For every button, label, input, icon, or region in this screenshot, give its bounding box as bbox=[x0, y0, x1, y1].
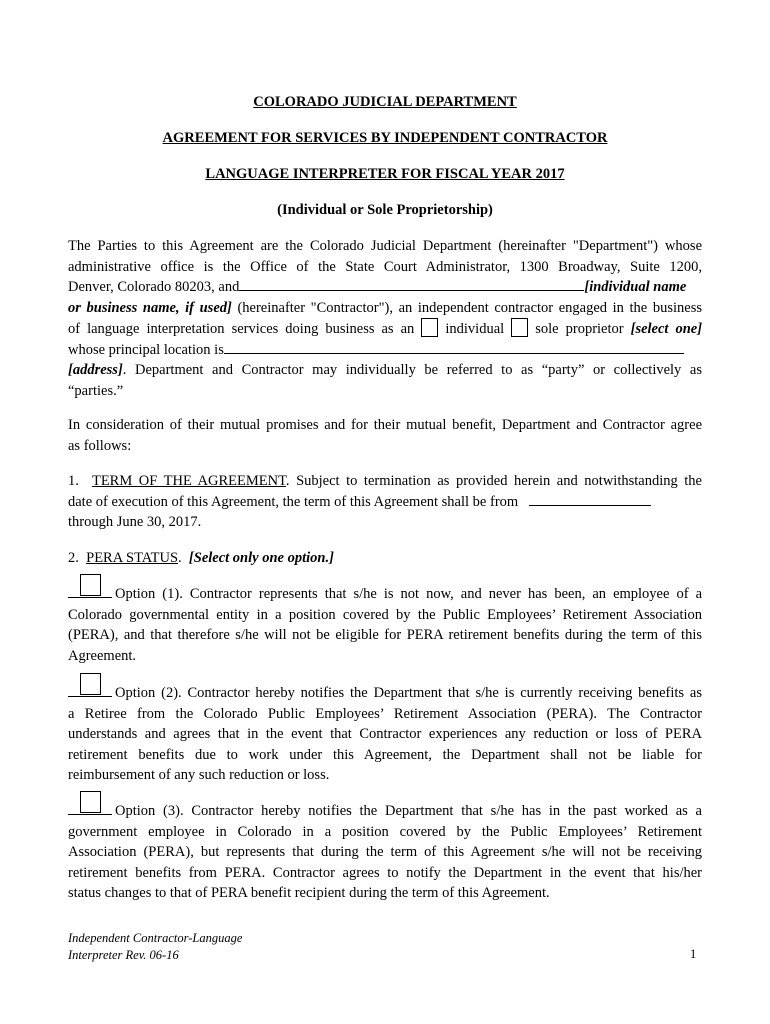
term-text: . Subject to termination as provided herein and notwithstanding the bbox=[285, 473, 702, 489]
intro-line-text: Denver, Colorado 80203, and bbox=[68, 279, 240, 295]
agreement-title: AGREEMENT FOR SERVICES BY INDEPENDENT CONTRACTOR bbox=[162, 130, 608, 146]
term-section bbox=[68, 471, 702, 533]
pera-heading bbox=[68, 548, 702, 569]
term-line bbox=[68, 471, 702, 492]
principal-location-field[interactable] bbox=[224, 341, 684, 354]
intro-paragraph bbox=[68, 236, 702, 401]
option-text: Option (2). Contractor hereby notifies the Department that s/he is currently receiving benefits as bbox=[115, 685, 702, 701]
intro-line bbox=[68, 340, 702, 361]
pera-title: PERA STATUS bbox=[86, 550, 179, 566]
option-line: retirement benefits from PERA. Contractor agrees to notify the Department in the event that his/her bbox=[68, 864, 702, 881]
option-line: (PERA), and that therefore s/he will not be eligible for PERA retirement benefits during the term of this bbox=[68, 627, 702, 643]
sole-proprietor-label: sole proprietor bbox=[535, 321, 624, 337]
option-3-checkbox[interactable] bbox=[80, 791, 101, 813]
fiscal-year-title: LANGUAGE INTERPRETER FOR FISCAL YEAR 2017 bbox=[205, 166, 565, 182]
consideration-line: In consideration of their mutual promises and for their mutual benefit, Department and Contractor agree bbox=[68, 417, 702, 433]
footer-line: Independent Contractor-Language bbox=[68, 931, 243, 945]
option-text: Option (1). Contractor represents that s/he is not now, and never has been, an employee of a bbox=[115, 586, 702, 602]
address-instruction: [address] bbox=[68, 362, 123, 378]
intro-line bbox=[68, 298, 702, 319]
intro-line-text: . Department and Contractor may individually be referred to as “party” or collectively as bbox=[122, 362, 702, 378]
intro-line bbox=[68, 360, 702, 381]
individual-checkbox[interactable] bbox=[421, 318, 438, 337]
option-line: Association (PERA), but represents that during the term of this Agreement s/he will not be receiving bbox=[68, 844, 702, 860]
sole-proprietor-checkbox[interactable] bbox=[511, 318, 528, 337]
option-text: Option (3). Contractor hereby notifies the Department that s/he has in the past worked as a bbox=[115, 803, 702, 819]
option-line: government employee in Colorado in a position covered by the Public Employees’ Retirement bbox=[68, 823, 702, 840]
intro-line-text: (hereinafter "Contractor"), an independent contractor engaged in the business bbox=[231, 299, 702, 316]
term-title: TERM OF THE AGREEMENT bbox=[91, 473, 286, 489]
term-number: 1. bbox=[68, 473, 79, 489]
option-line bbox=[68, 682, 702, 704]
option-line bbox=[68, 800, 702, 822]
pera-select-instruction: [Select only one option.] bbox=[188, 550, 334, 566]
select-one-instruction: [select one] bbox=[630, 321, 703, 337]
term-text: date of execution of this Agreement, the term of this Agreement shall be from bbox=[68, 493, 519, 510]
name-instruction: [individual name bbox=[584, 279, 687, 295]
intro-line-text: of language interpretation services doing business as an bbox=[68, 321, 415, 337]
intro-line: The Parties to this Agreement are the Colorado Judicial Department (hereinafter "Department") whose bbox=[68, 238, 702, 254]
term-line bbox=[68, 492, 702, 513]
intro-line bbox=[68, 318, 702, 340]
intro-line-text: whose principal location is bbox=[68, 341, 224, 358]
pera-heading-line: 2. PERA STATUS. [Select only one option.] bbox=[68, 550, 334, 566]
option-line: Agreement. bbox=[68, 647, 137, 664]
term-start-date-field[interactable] bbox=[529, 493, 651, 506]
option-1-checkbox[interactable] bbox=[80, 574, 101, 596]
option-line: Colorado governmental entity in a position covered by the Public Employees’ Retirement Association bbox=[68, 606, 702, 623]
option-1-field bbox=[68, 583, 112, 598]
option-line: retirement benefits due to work under this Agreement, the Department shall not be liable for bbox=[68, 746, 702, 763]
option-line: understands and agrees that in the event that Contractor experiences any reduction or loss of PERA bbox=[68, 726, 702, 742]
pera-option-1 bbox=[68, 583, 702, 666]
option-line: status changes to that of PERA benefit recipient during the term of this Agreement. bbox=[68, 885, 550, 901]
entity-type-subtitle: (Individual or Sole Proprietorship) bbox=[277, 202, 493, 218]
contractor-name-field[interactable] bbox=[239, 278, 584, 291]
page-number: 1 bbox=[690, 947, 697, 961]
intro-line bbox=[68, 277, 702, 298]
department-title: COLORADO JUDICIAL DEPARTMENT bbox=[253, 94, 517, 110]
pera-number: 2. bbox=[68, 550, 79, 566]
business-name-instruction: or business name, if used] bbox=[68, 299, 232, 316]
option-3-field bbox=[68, 800, 112, 815]
term-line: through June 30, 2017. bbox=[68, 514, 202, 530]
consideration-paragraph bbox=[68, 415, 702, 456]
option-line: a Retiree from the Colorado Public Employees’ Retirement Association (PERA). The Contractor bbox=[68, 705, 702, 722]
footer-line: Interpreter Rev. 06-16 bbox=[68, 948, 179, 962]
option-2-checkbox[interactable] bbox=[80, 673, 101, 695]
intro-line: “parties.” bbox=[68, 382, 124, 399]
pera-option-2 bbox=[68, 682, 702, 786]
consideration-line: as follows: bbox=[68, 437, 132, 454]
option-line bbox=[68, 583, 702, 605]
intro-line: administrative office is the Office of the State Court Administrator, 1300 Broadway, Suite 1200, bbox=[68, 258, 702, 275]
option-2-field bbox=[68, 682, 112, 697]
footer-form-id bbox=[68, 930, 242, 964]
option-line: reimbursement of any such reduction or loss. bbox=[68, 767, 330, 783]
individual-label: individual bbox=[445, 321, 505, 337]
pera-option-3 bbox=[68, 800, 702, 904]
